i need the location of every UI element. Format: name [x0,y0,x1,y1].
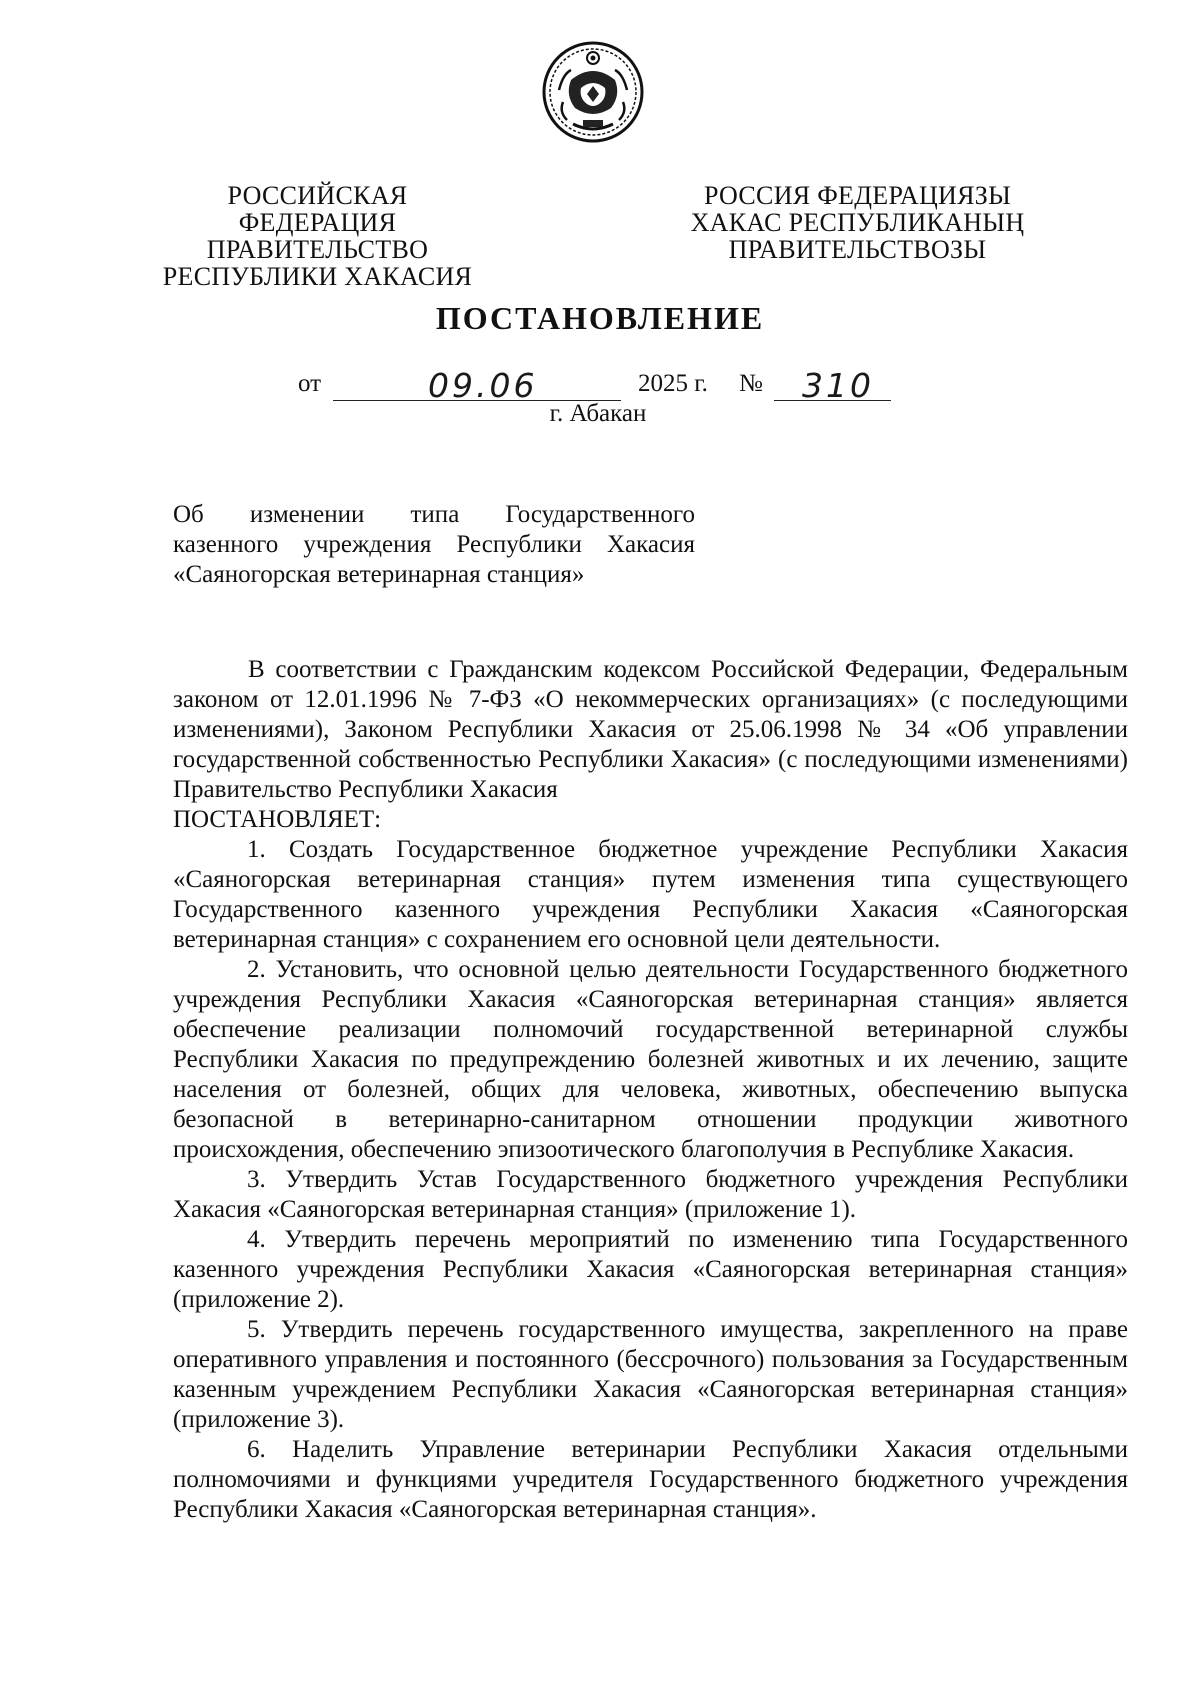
item-5: 5. Утвердить перечень государственного имущества, закрепленного на праве оперативного управления и постоянного (бессрочного) пользования за Государственным казенным учреждением Республики Хакасия «Саяногорская ветеринарная станция» (приложение 3). [173,1316,1128,1433]
header-left-line-3: РЕСПУБЛИКИ ХАКАСИЯ [162,262,473,291]
city-label: г. Абакан [549,400,647,427]
header-right-line-1: РОССИЯ ФЕДЕРАЦИЯЗЫ [703,181,1012,210]
header-left-line-1: РОССИЙСКАЯ ФЕДЕРАЦИЯ [227,181,408,237]
subject-line-3: «Саяногорская ветеринарная станция» [173,561,585,588]
coat-of-arms-emblem [541,40,645,144]
number-label: № [739,370,763,397]
republic-of-khakassia-coat-of-arms-icon [541,40,645,144]
handwritten-date: 09.06 [428,366,538,405]
document-title: ПОСТАНОВЛЕНИЕ [435,300,765,336]
item-4: 4. Утвердить перечень мероприятий по изменению типа Государственного казенного учреждения Республики Хакасия «Саяногорская ветеринарная станция» (приложение 2). [173,1226,1128,1313]
item-3: 3. Утвердить Устав Государственного бюджетного учреждения Республики Хакасия «Саяногорская ветеринарная станция» (приложение 1). [173,1166,1128,1223]
decree-body [173,655,1128,1525]
date-from-label: от [298,370,322,397]
item-2: 2. Установить, что основной целью деятельности Государственного бюджетного учреждения Республики Хакасия «Саяногорская ветеринарная станция» является обеспечение реализации полномочий государственной ветеринарной службы Республики Хакасия по предупреждению болезней животных и их лечению, защите населения от болезней, общих для человека, животных, обеспечению выпуска безопасной в ветеринарно-санитарном отношении продукции животного происхождения, обеспечению эпизоотического благополучия в Республике Хакасия. [173,956,1128,1163]
subject-line-2: казенного учреждения Республики Хакасия [173,531,695,558]
year-label: 2025 г. [638,370,708,397]
header-right [690,182,1025,263]
item-6: 6. Наделить Управление ветеринарии Республики Хакасия отдельными полномочиями и функциями учредителя Государственного бюджетного учреждения Республики Хакасия «Саяногорская ветеринарная станция». [173,1436,1128,1523]
header-right-line-3: ПРАВИТЕЛЬСТВОЗЫ [728,235,987,264]
header-left-line-2: ПРАВИТЕЛЬСТВО [206,235,429,264]
item-1: 1. Создать Государственное бюджетное учреждение Республики Хакасия «Саяногорская ветеринарная станция» путем изменения типа существующего Государственного казенного учреждения Республики Хакасия «Саяногорская ветеринарная станция» с сохранением его основной цели деятельности. [173,836,1128,953]
header-left [150,182,485,290]
subject-line-1: Об изменении типа Государственного [173,501,695,528]
decree-word: ПОСТАНОВЛЯЕТ: [173,806,382,833]
preamble-paragraph: В соответствии с Гражданским кодексом Российской Федерации, Федеральным законом от 12.01.1996 № 7-ФЗ «О некоммерческих организациях» (с последующими изменениями), Законом Республики Хакасия от 25.06.1998 № 34 «Об управлении государственной собственностью Республики Хакасия» (с последующими изменениями) Правительство Республики Хакасия [173,656,1128,803]
header-right-line-2: ХАКАС РЕСПУБЛИКАНЫҢ [690,208,1025,237]
handwritten-number: 310 [802,366,874,405]
decree-subject [173,500,695,590]
